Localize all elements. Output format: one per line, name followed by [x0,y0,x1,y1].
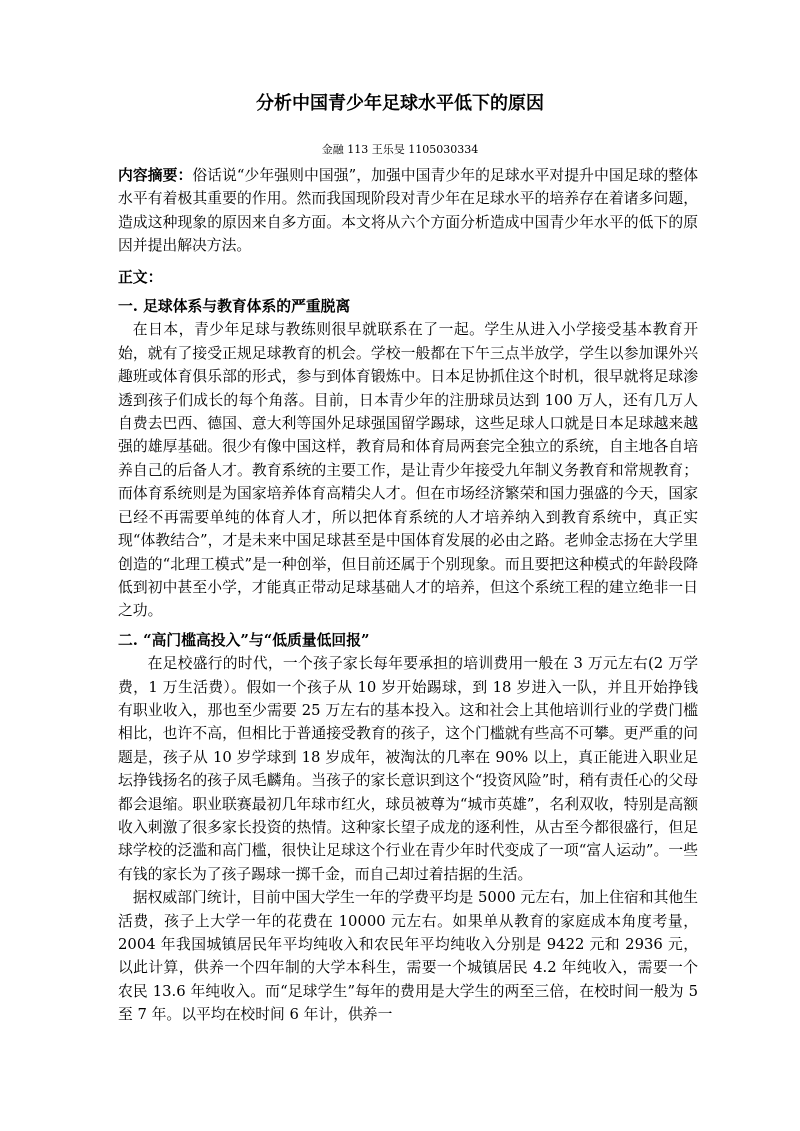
section-heading-1: 一. 足球体系与教育体系的严重脱离 [118,298,351,316]
abstract-text: 俗话说“少年强则中国强”，加强中国青少年的足球水平对提升中国足球的整体水平有着极其重要的作用。然而我国现阶段对青少年在足球水平的培养存在着诸多问题，造成这种现象的原因来自多方面。本文将从六个方面分析造成中国青少年水平的低下的原因并提出解决方法。 [118,167,698,255]
section-2-paragraph-1: 在足校盛行的时代，一个孩子家长每年要承担的培训费用一般在 3 万元左右(2 万学费，1 万生活费）。假如一个孩子从 10 岁开始踢球，到 18 岁进入一队，并且开始挣钱有职业收入，那也至少需要 25 万左右的基本投入。这和社会上其他培训行业的学费门槛相比，也许不高，但相比于普通接受教育的孩子，这个门槛就有些高不可攀。更严重的问题是，孩子从 10 岁学球到 18 岁成年，被淘汰的几率在 90% 以上，真正能进入职业足坛挣钱扬名的孩子凤毛麟角。当孩子的家长意识到这个“投资风险”时，稍有责任心的父母都会退缩。职业联赛最初几年球市红火，球员被尊为“城市英雄”，名利双收，特别是高额收入刺激了很多家长投资的热情。这种家长望子成龙的逐利性，从古至今都很盛行，但足球学校的泛滥和高门槛，很快让足球这个行业在青少年时代变成了一项“富人运动”。一些有钱的家长为了孩子踢球一掷千金，而自己却过着拮据的生活。 [118,655,698,883]
author-line: 金融 113 王乐旻 1105030334 [321,143,479,156]
body-label: 正文： [118,268,163,286]
section-1-paragraph-1: 在日本，青少年足球与教练则很早就联系在了一起。学生从进入小学接受基本教育开始，就有了接受正规足球教育的机会。学校一般都在下午三点半放学，学生以参加课外兴趣班或体育俱乐部的形式，参与到体育锻炼中。日本足协抓住这个时机，很早就将足球渗透到孩子们成长的每个角落。目前，日本青少年的注册球员达到 100 万人，还有几万人自费去巴西、德国、意大利等国外足球强国留学踢球，这些足球人口就是日本足球越来越强的雄厚基础。很少有像中国这样，教育局和体育局两套完全独立的系统，自主地各自培养自己的后备人才。教育系统的主要工作，是让青少年接受九年制义务教育和常规教育；而体育系统则是为国家培养体育高精尖人才。但在市场经济繁荣和国力强盛的今天，国家已经不再需要单纯的体育人才，所以把体育系统的人才培养纳入到教育系统中，真正实现“体教结合”，才是未来中国足球甚至是中国体育发展的必由之路。老帅金志扬在大学里创造的“北理工模式”是一种创举，但目前还属于个别现象。而且要把这种模式的年龄段降低到初中甚至小学，才能真正带动足球基础人才的培养，但这个系统工程的建立绝非一日之功。 [118,321,698,620]
document-body [118,164,698,1027]
document-title: 分析中国青少年足球水平低下的原因 [256,93,544,114]
section-2-paragraph-2: 据权威部门统计，目前中国大学生一年的学费平均是 5000 元左右，加上住宿和其他生活费，孩子上大学一年的花费在 10000 元左右。如果单从教育的家庭成本角度考量，2004 年我国城镇居民年平均纯收入和农民年平均纯收入分别是 9422 元和 2936 元，以此计算，供养一个四年制的大学本科生，需要一个城镇居民 4.2 年纯收入，需要一个农民 13.6 年纯收入。而“足球学生”每年的费用是大学生的两至三倍，在校时间一般为 5 至 7 年。以平均在校时间 6 年计，供养一 [118,889,698,1024]
abstract-label: 内容摘要： [118,167,193,184]
abstract [118,164,698,258]
section-heading-2: 二. “高门槛高投入”与“低质量低回报” [118,631,370,649]
